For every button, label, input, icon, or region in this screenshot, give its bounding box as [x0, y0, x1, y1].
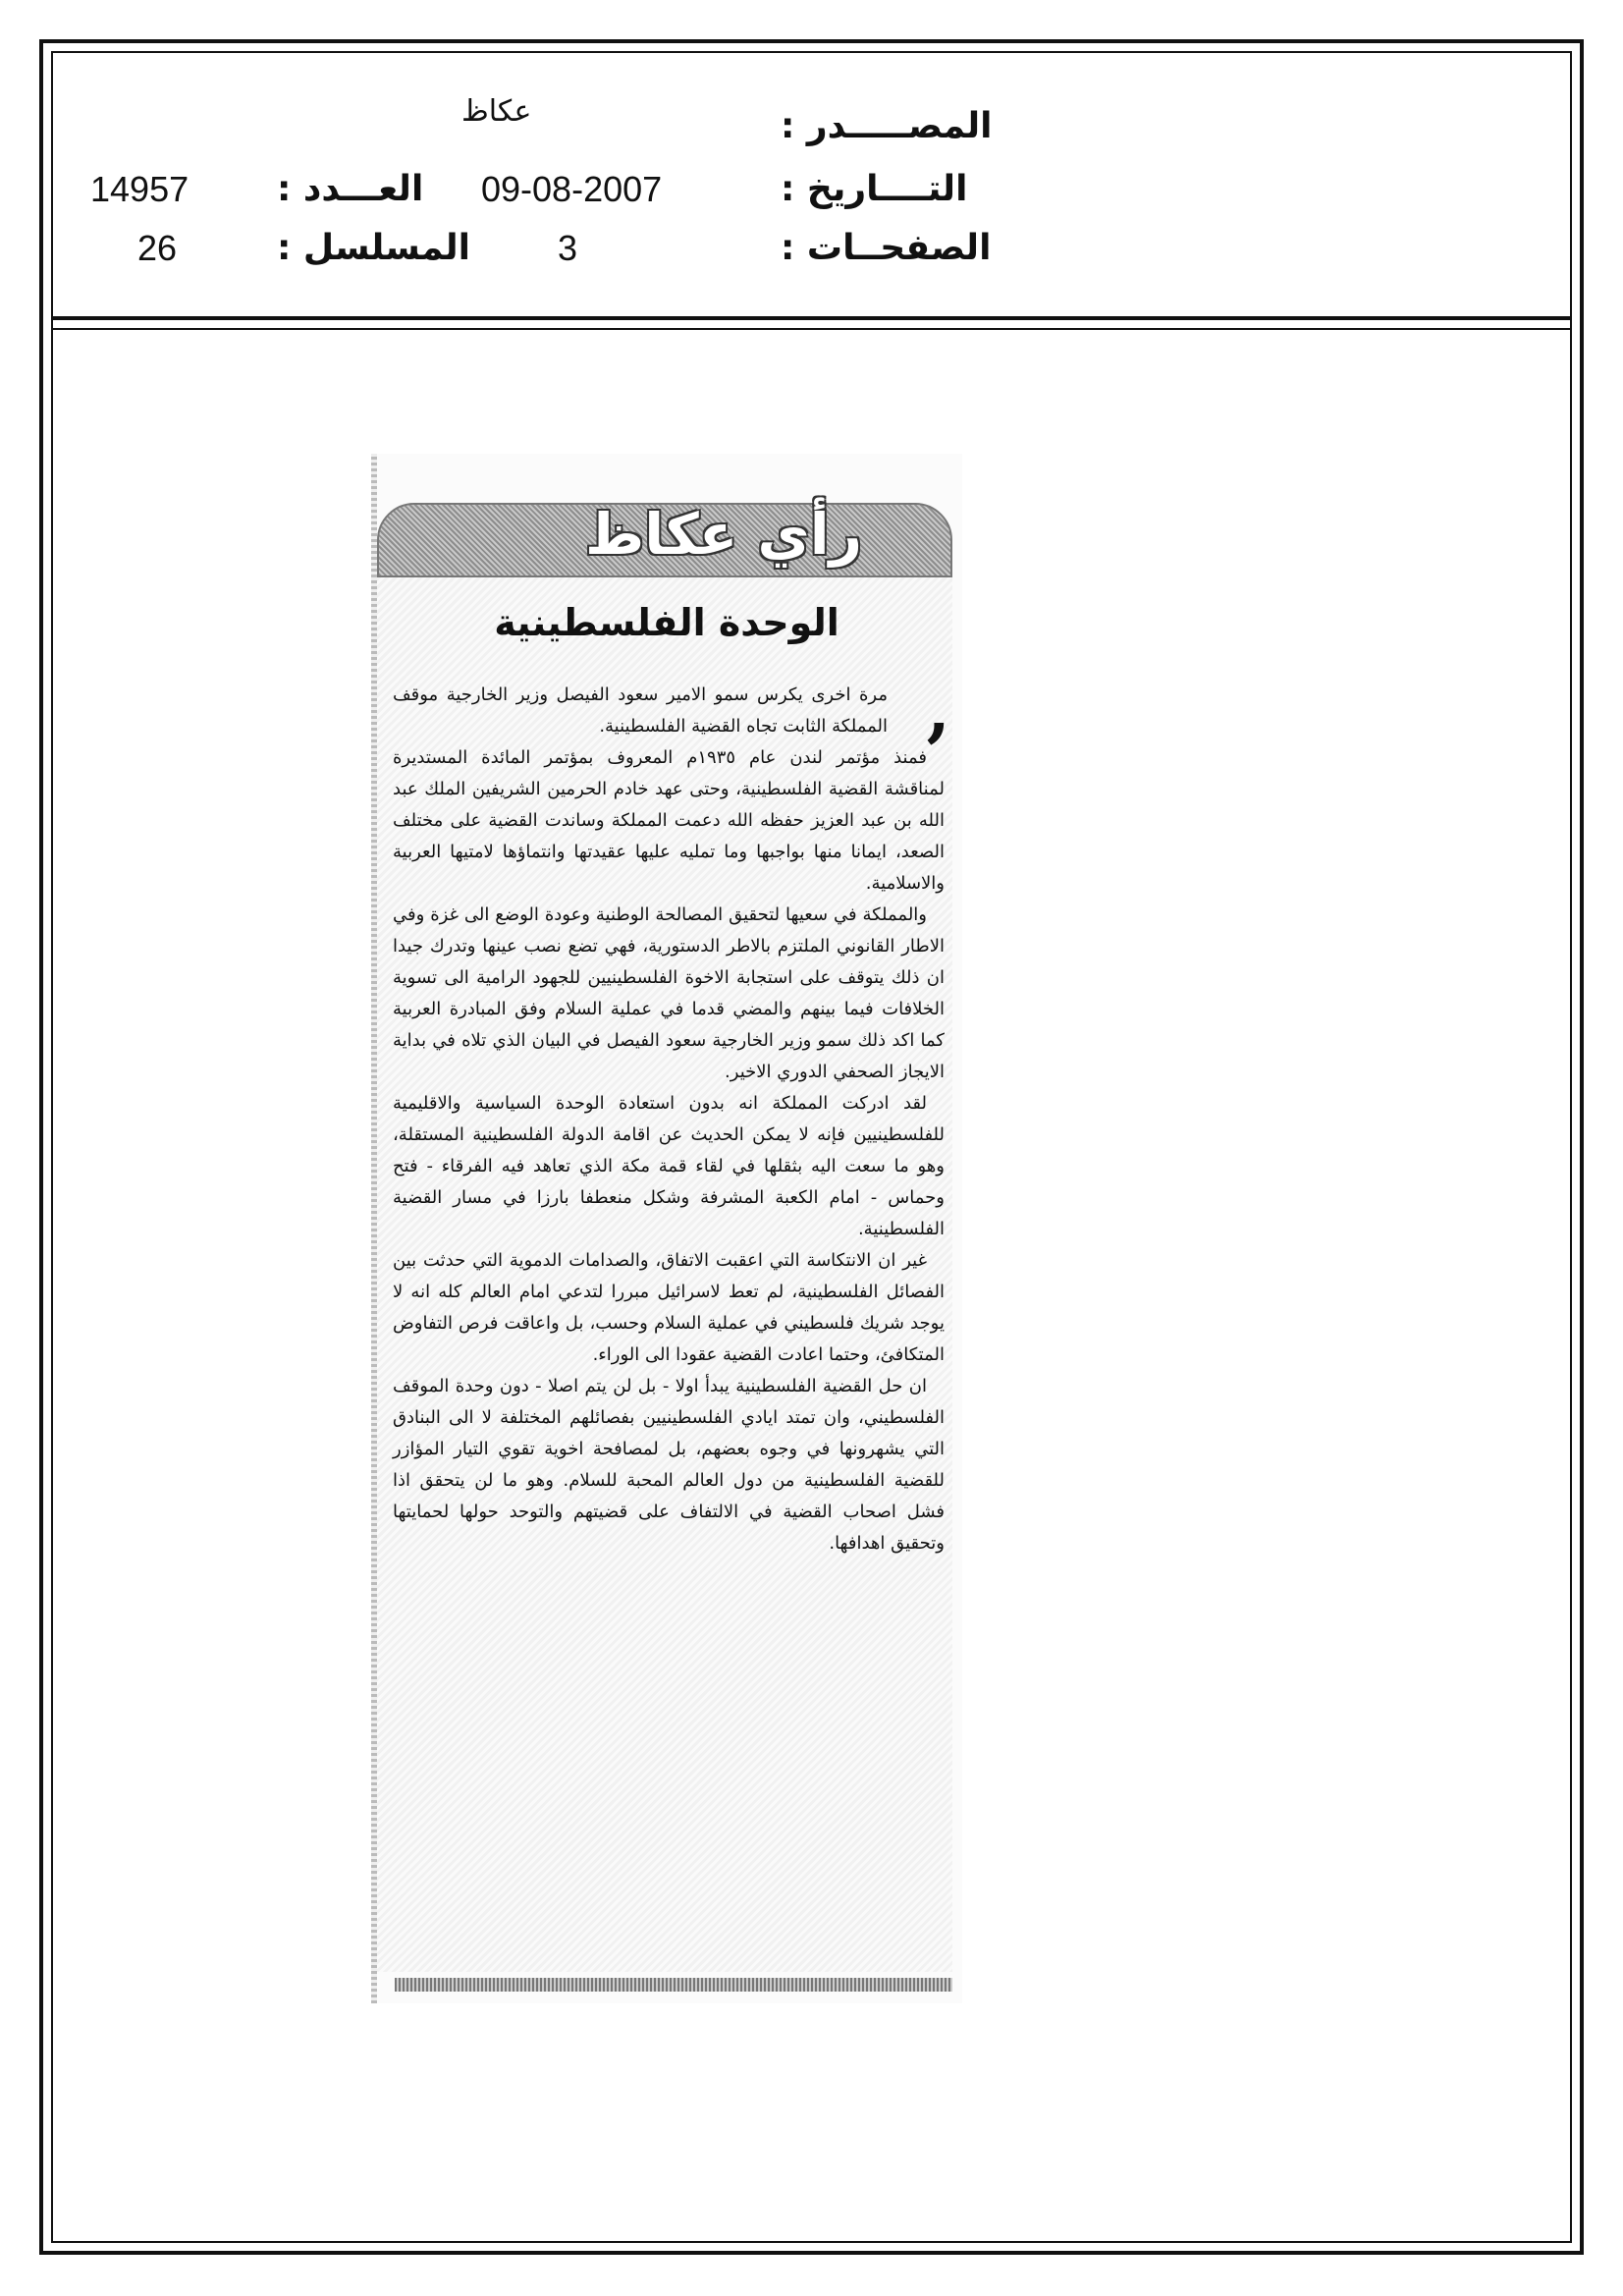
pages-label: الصفحــات : — [781, 228, 992, 268]
date-value: 09-08-2007 — [481, 169, 663, 209]
opening-quote-icon: , — [926, 669, 950, 750]
article-paragraph: فمنذ مؤتمر لندن عام ١٩٣٥م المعروف بمؤتمر المائدة المستديرة لمناقشة القضية الفلسطينية، وحتى عهد خادم الحرمين الشريفين الملك عبد الله بن عبد العزيز حفظه الله دعمت المملكة وساندت القضية على مختلف الصعد، ايمانا منها بواجبها وما تمليه عليها عقيدتها وانتماؤها لامتيها العربية والاسلامية. — [393, 747, 945, 894]
pages-value: 3 — [558, 228, 578, 268]
header-divider — [51, 316, 1572, 320]
issue-value: 14957 — [90, 169, 189, 209]
article-paragraph: ان حل القضية الفلسطينية يبدأ اولا - بل لن يتم اصلا - دون وحدة الموقف الفلسطيني، وان تمتد ايادي الفلسطينيين بفصائلهم المختلفة لا الى البنادق التي يشهرونها في وجوه بعضهم، بل لمصافحة اخوية تقوي التيار المؤازر للقضية الفلسطينية من دول العالم المحبة للسلام. وهو ما لن يتحقق اذا فشل اصحاب القضية في الالتفاف على قضيتهم والتوحد حولها لحمايتها وتحقيق اهدافها. — [393, 1376, 945, 1554]
source-label: المصـــــدر : — [781, 106, 993, 146]
article-paragraph: غير ان الانتكاسة التي اعقبت الاتفاق، والصدامات الدموية التي حدثت بين الفصائل الفلسطينية، لم تعط لاسرائيل مبررا لتدعي امام العالم كله انه لا يوجد شريك فلسطيني في عملية السلام وحسب، بل واعاقت فرص التفاوض المتكافئ، وحتما اعادت القضية عقودا الى الوراء. — [393, 1250, 945, 1365]
section-banner-title: رأي عكاظ — [585, 501, 862, 568]
section-banner — [377, 503, 952, 577]
serial-label: المسلسل : — [277, 228, 471, 268]
article-clipping — [371, 454, 962, 2003]
header-divider-thin — [51, 328, 1572, 330]
article-body — [393, 680, 945, 1559]
source-value: عكاظ — [461, 94, 532, 129]
article-headline: الوحدة الفلسطينية — [494, 601, 839, 644]
issue-label: العـــدد : — [277, 169, 424, 209]
article-paragraph: والمملكة في سعيها لتحقيق المصالحة الوطنية وعودة الوضع الى غزة وفي الاطار القانوني الملتزم بالاطر الدستورية، فهي تضع نصب عينها وتدرك جيدا ان ذلك يتوقف على استجابة الاخوة الفلسطينيين للجهود الرامية الى تسوية الخلافات فيما بينهم والمضي قدما في عملية السلام وفق المبادرة العربية كما اكد ذلك سمو وزير الخارجية سعود الفيصل في البيان الذي تلاه في بداية الايجاز الصحفي الدوري الاخير. — [393, 904, 945, 1082]
serial-value: 26 — [137, 228, 178, 268]
article-paragraph: لقد ادركت المملكة انه بدون استعادة الوحدة السياسية والاقليمية للفلسطينيين فإنه لا يمكن الحديث عن اقامة الدولة الفلسطينية المستقلة، وهو ما سعت اليه بثقلها في لقاء قمة مكة الذي تعاهد فيه الفرقاء - فتح وحماس - امام الكعبة المشرفة وشكل منعطفا بارزا في مسار القضية الفلسطينية. — [393, 1093, 945, 1239]
article-bottom-rule — [395, 1978, 952, 1992]
article-paragraph: مرة اخرى يكرس سمو الامير سعود الفيصل وزير الخارجية موقف المملكة الثابت تجاه القضية الفلسطينية. — [393, 684, 888, 737]
date-label: التــــاريخ : — [781, 169, 968, 209]
